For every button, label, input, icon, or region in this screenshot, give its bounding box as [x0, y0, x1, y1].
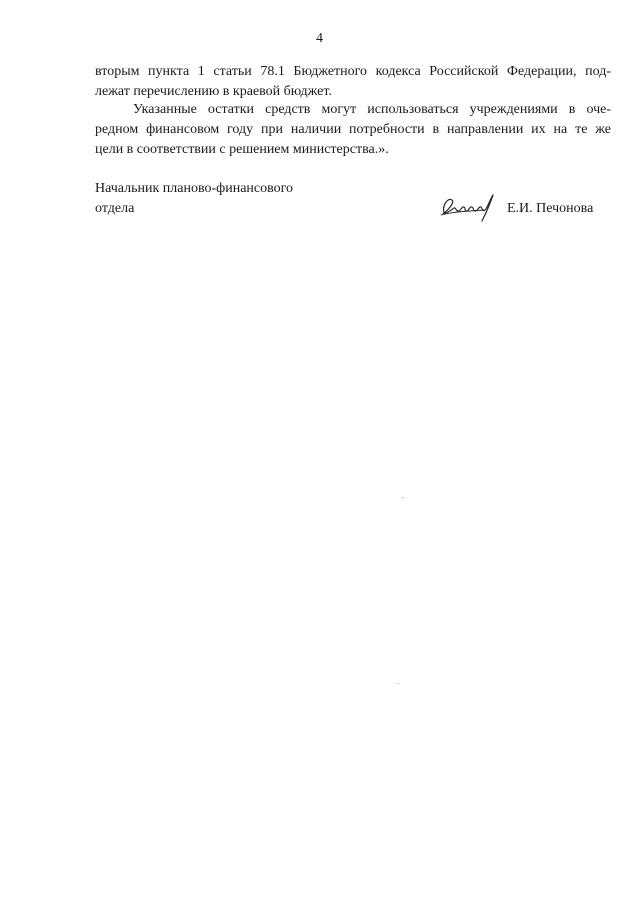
- paragraph-line: лежат перечислению в краевой бюджет.: [95, 84, 332, 99]
- paragraph-line: редном финансовом году при наличии потребности в направлении их на те же: [95, 122, 611, 137]
- handwritten-signature: [438, 191, 498, 223]
- paragraph-budget-transfer: [95, 62, 611, 102]
- scan-speck: [402, 497, 404, 498]
- signatory-position-line: отдела: [95, 201, 135, 216]
- paragraph-line: цели в соответствии с решением министерства.».: [95, 142, 389, 157]
- signatory-name: Е.И. Печонова: [507, 201, 594, 216]
- paragraph-remaining-funds: [95, 100, 611, 160]
- page-number: 4: [316, 31, 323, 46]
- scan-speck: [397, 683, 399, 684]
- paragraph-line: вторым пункта 1 статьи 78.1 Бюджетного кодекса Российской Федерации, под-: [95, 64, 611, 79]
- signatory-position-line: Начальник планово-финансового: [95, 181, 294, 196]
- signatory-position: [95, 179, 293, 219]
- paragraph-line: Указанные остатки средств могут использоваться учреждениями в оче-: [133, 102, 611, 117]
